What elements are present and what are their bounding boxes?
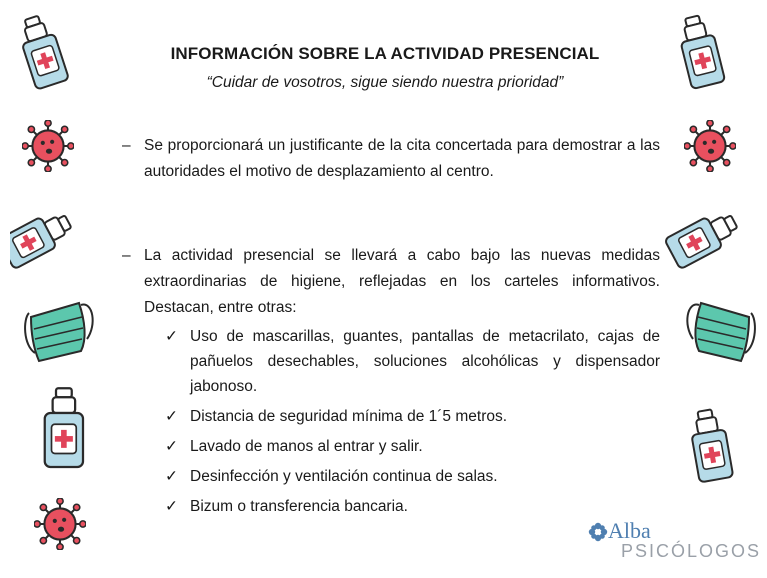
page-subtitle: “Cuidar de vosotros, sigue siendo nuestra prioridad”: [206, 74, 564, 91]
dash-marker: –: [122, 247, 131, 264]
bullet-item: [122, 133, 660, 185]
sanitizer-bottle-icon: [22, 14, 82, 100]
measures-checklist: [165, 324, 660, 524]
face-mask-icon: [678, 295, 760, 367]
checklist-text: Desinfección y ventilación continua de salas.: [190, 468, 498, 485]
bullet-text: La actividad presencial se llevará a cabo bajo las nuevas medidas extraordinarias de higiene, reflejadas en los carteles informativos. Destacan, entre otras:: [144, 247, 660, 316]
virus-icon: [22, 120, 74, 172]
sanitizer-bottle-icon: [10, 206, 102, 278]
checklist-item: [165, 404, 660, 429]
sanitizer-bottle-icon: [664, 206, 756, 278]
checklist-text: Uso de mascarillas, guantes, pantallas de metacrilato, cajas de pañuelos desechables, soluciones alcohólicas y dispensador jabonoso.: [190, 328, 660, 395]
checkmark-icon: ✓: [165, 498, 178, 515]
company-logo: [588, 518, 762, 568]
virus-icon: [34, 498, 86, 550]
checkmark-icon: ✓: [165, 438, 178, 455]
face-mask-icon: [20, 295, 102, 367]
checkmark-icon: ✓: [165, 468, 178, 485]
checklist-item: [165, 434, 660, 459]
bullet-item: [122, 243, 660, 321]
checklist-item: [165, 494, 660, 519]
checkmark-icon: ✓: [165, 328, 178, 345]
sanitizer-bottle-icon: [680, 14, 740, 100]
bullet-text: Se proporcionará un justificante de la cita concertada para demostrar a las autoridades el motivo de desplazamiento al centro.: [144, 137, 660, 180]
flower-icon: [588, 522, 608, 542]
sanitizer-bottle-icon: [40, 386, 90, 476]
sanitizer-bottle-icon: [690, 408, 746, 498]
logo-name: Alba: [608, 518, 651, 543]
checklist-item: [165, 324, 660, 399]
checklist-item: [165, 464, 660, 489]
checklist-text: Lavado de manos al entrar y salir.: [190, 438, 423, 455]
checklist-text: Bizum o transferencia bancaria.: [190, 498, 408, 515]
checkmark-icon: ✓: [165, 408, 178, 425]
page-title: INFORMACIÓN SOBRE LA ACTIVIDAD PRESENCIAL: [170, 44, 600, 63]
dash-marker: –: [122, 137, 131, 154]
logo-subtitle: PSICÓLOGOS: [621, 541, 762, 561]
checklist-text: Distancia de seguridad mínima de 1´5 metros.: [190, 408, 508, 425]
virus-icon: [684, 120, 736, 172]
